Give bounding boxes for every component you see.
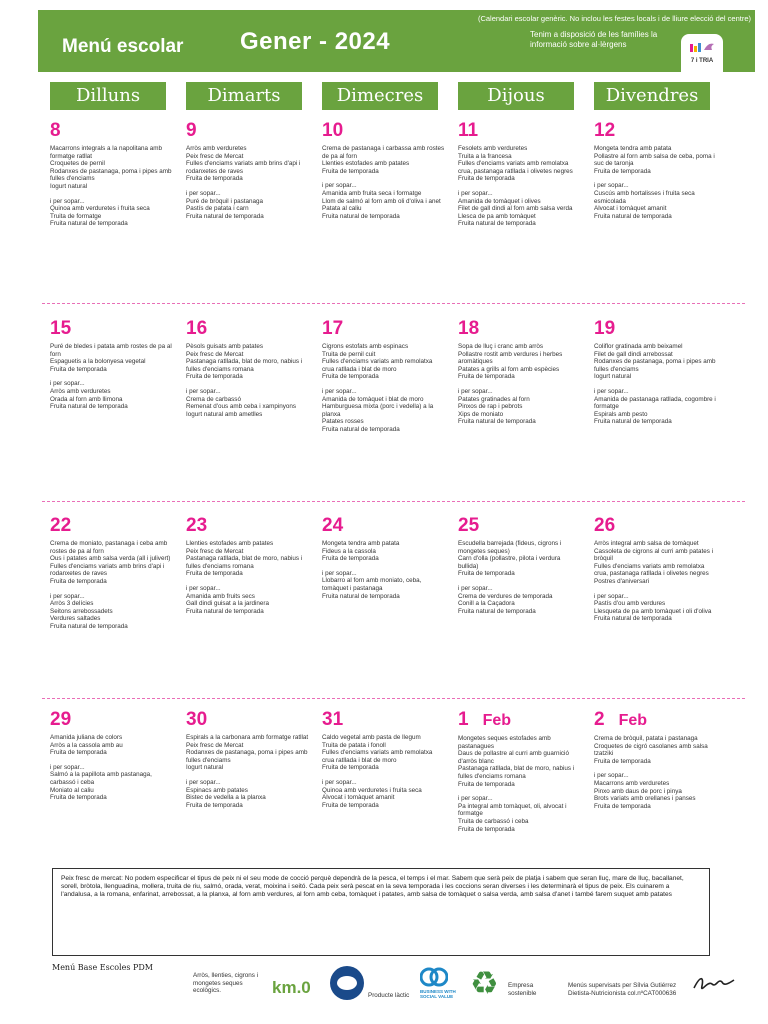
lunch-item: Fruita de temporada	[50, 577, 107, 585]
lunch-item: Filet de gall dindi arrebossat	[594, 350, 673, 358]
dinner-item: Arròs amb verduretes	[50, 387, 111, 395]
lunch-item: Peix fresc de Mercat	[186, 741, 244, 749]
lunch-item: Cassoleta de cigrons al curri amb patates i bròquil	[594, 547, 713, 563]
month-label: Feb	[618, 712, 648, 729]
lunch-item: Fruita de temporada	[186, 373, 243, 381]
lunch-item: Fruita de temporada	[186, 175, 243, 183]
lunch-item: Croquetes de pernil	[50, 160, 105, 168]
dinner-item: Amanida amb fruits secs	[186, 592, 255, 600]
dinner-label: i per sopar...	[322, 569, 357, 577]
day-number	[594, 709, 718, 732]
day-cell	[458, 120, 582, 228]
dinner-item: Verdures saltades	[50, 615, 101, 623]
allergen-info: Tenim a disposició de les famílies la informació sobre al·lèrgens	[530, 30, 658, 49]
lunch-item: Fruita de temporada	[458, 373, 515, 381]
dinner-label: i per sopar...	[50, 197, 85, 205]
dinner-label: i per sopar...	[50, 380, 85, 388]
lunch-item: Fulles d'enciams variats amb brins d'api i rodanxetes de raves	[50, 562, 165, 578]
dinner-item: Espirals amb pesto	[594, 410, 648, 418]
lunch-item: Fruita de temporada	[458, 570, 515, 578]
day-number	[458, 709, 582, 732]
lunch-item: Fruita de temporada	[322, 167, 379, 175]
lunch-item: Carn d'olla (pollastre, pilota i verdura bullida)	[458, 555, 561, 570]
dinner-item: Patates rosses	[322, 418, 364, 426]
day-number	[458, 515, 582, 537]
lunch-item: Fruita de temporada	[594, 757, 651, 765]
dinner-item: Iogurt natural amb ametlles	[186, 410, 263, 418]
dinner-item: Amanida de tomàquet i olives	[458, 197, 541, 205]
lunch-item: Escudella barrejada (fideus, cigrons i mongetes seques)	[458, 540, 562, 555]
lunch-item: Rodanxes de pastanaga, poma i pipes amb fulles d'enciams	[50, 167, 172, 183]
dinner-item: Fruita natural de temporada	[594, 615, 672, 623]
week-separator	[42, 303, 745, 304]
legumes-note: Arròs, llenties, cigrons i mongetes seques ecològics.	[193, 972, 259, 995]
dinner-label: i per sopar...	[50, 592, 85, 600]
dinner-item: Pa integral amb tomàquet, oli, alvocat i formatge	[458, 802, 567, 818]
lunch-item: Peix fresc de Mercat	[186, 350, 244, 358]
day-cell	[458, 318, 582, 426]
day-number	[594, 515, 718, 537]
day-number-value: 30	[186, 709, 208, 730]
dinner-label: i per sopar...	[322, 182, 357, 190]
day-cell	[594, 120, 718, 220]
lunch-item: Iogurt natural	[50, 182, 88, 190]
lunch-item: Puré de bledes i patata amb rostes de pa al forn	[50, 343, 172, 358]
lunch-item: Crema de bròquil, patata i pastanaga	[594, 735, 698, 742]
dinner-item: Quinoa amb verduretes i fruita seca	[50, 205, 150, 213]
lunch-item: Fruita de temporada	[458, 780, 515, 788]
dinner-item: Amanida amb fruita seca i formatge	[322, 189, 422, 197]
day-number	[594, 120, 718, 142]
lunch-item: Crema de pastanaga i carbassa amb rostes de pa al forn	[322, 145, 445, 160]
dinner-item: Amanida de pastanaga ratllada, cogombre i formatge	[594, 395, 716, 411]
lunch-item: Fulles d'enciams variats amb brins d'api i rodanxetes de raves	[186, 160, 301, 175]
lunch-item: Fruita de temporada	[322, 373, 379, 381]
week-separator	[42, 501, 745, 502]
lunch-item: Macarrons integrals a la napolitana amb formatge ratllat	[50, 145, 163, 160]
dinner-item: Fruita de temporada	[322, 801, 379, 809]
dinner-item: Alvocat i tomàquet amanit	[322, 794, 395, 802]
lunch-item: Fruita de temporada	[186, 570, 243, 578]
day-number	[458, 318, 582, 340]
lunch-item: Crema de moniato, pastanaga i ceba amb rostes de pa al forn	[50, 540, 168, 555]
lunch-item: Llenties estofades amb patates	[322, 160, 410, 168]
dinner-item: Fruita natural de temporada	[322, 425, 400, 433]
dinner-item: Fruita de temporada	[594, 802, 651, 810]
day-cell	[458, 709, 582, 833]
lunch-item: Fruita de temporada	[322, 764, 379, 772]
dinner-item: Fruita natural de temporada	[594, 212, 672, 220]
dinner-item: Fruita natural de temporada	[186, 212, 264, 220]
header-banner	[38, 10, 755, 72]
dinner-label: i per sopar...	[186, 778, 221, 786]
day-number	[186, 515, 310, 537]
dinner-item: Patates gratinades al forn	[458, 395, 530, 403]
dinner-label: i per sopar...	[322, 387, 357, 395]
dinner-item: Moniato al caliu	[50, 786, 94, 794]
dinner-item: Truita de formatge	[50, 212, 102, 220]
lunch-item: Iogurt natural	[594, 373, 632, 381]
dinner-item: Fruita natural de temporada	[50, 220, 128, 228]
bird-icon	[688, 40, 716, 54]
dinner-item: Gall dindi guisat a la jardinera	[186, 600, 269, 608]
dinner-item: Amanida de tomàquet i blat de moro	[322, 395, 424, 403]
lunch-item: Sopa de lluç i cranc amb arròs	[458, 343, 544, 350]
day-number-value: 15	[50, 318, 72, 339]
day-number-value: 29	[50, 709, 72, 730]
day-cell	[322, 318, 446, 434]
day-number-value: 23	[186, 515, 208, 536]
day-number-value: 17	[322, 318, 344, 339]
lunch-item: Fulles d'enciams variats amb remolatxa crua ratllada i blat de moro	[322, 749, 433, 764]
day-cell	[186, 120, 310, 220]
sustainable-label: Empresa sostenible	[508, 982, 537, 997]
day-number	[458, 120, 582, 142]
day-number-value: 19	[594, 318, 616, 339]
lunch-item: Fruita de temporada	[458, 175, 515, 183]
day-number-value: 25	[458, 515, 480, 536]
dinner-item: Remenat d'ous amb ceba i xampinyons	[186, 403, 297, 411]
weekday-thursday: Dijous	[458, 82, 574, 110]
day-number-value: 26	[594, 515, 616, 536]
dinner-item: Crema de carbassó	[186, 395, 241, 403]
lunch-item: Fruita de temporada	[594, 167, 651, 175]
supervised-note: Menús supervisats per Sílvia Gutiérrez Dietista-Nutricionista col.nºCAT000636	[568, 982, 677, 997]
day-number-value: 12	[594, 120, 616, 141]
lunch-item: Pastanaga ratllada, blat de moro, nabius i fulles d'enciams romana	[186, 358, 303, 373]
dinner-item: Fruita natural de temporada	[322, 212, 400, 220]
business-label: BUSINESS WITH SOCIAL VALUE	[420, 989, 456, 999]
lunch-item: Peix fresc de Mercat	[186, 547, 244, 555]
dinner-item: Fruita natural de temporada	[458, 418, 536, 426]
signature-icon	[690, 972, 740, 996]
dinner-label: i per sopar...	[458, 189, 493, 197]
week-separator	[42, 698, 745, 699]
day-cell	[186, 709, 310, 809]
day-cell	[322, 709, 446, 809]
dinner-item: Pastís d'ou amb verdures	[594, 600, 666, 608]
dinner-label: i per sopar...	[186, 387, 221, 395]
footer-label: Menú Base Escoles PDM	[52, 963, 153, 972]
lunch-item: Mongetes seques estofades amb pastanagues	[458, 735, 551, 750]
day-number-value: 18	[458, 318, 480, 339]
dinner-item: Arròs 3 delícies	[50, 600, 94, 608]
lunch-item: Pollastre rostit amb verdures i herbes aromàtiques	[458, 350, 563, 366]
lunch-item: Rodanxes de pastanaga, poma i pipes amb fulles d'enciams	[594, 358, 716, 373]
dinner-item: Fruita de temporada	[186, 801, 243, 809]
dinner-item: Puré de bròquil i pastanaga	[186, 197, 264, 205]
dinner-label: i per sopar...	[594, 182, 629, 190]
lunch-item: Rodanxes de pastanaga, poma i pipes amb fulles d'enciams	[186, 749, 308, 764]
dinner-item: Fruita natural de temporada	[50, 403, 128, 411]
day-number	[50, 120, 174, 142]
lunch-item: Mongeta tendra amb patata	[322, 540, 400, 547]
dinner-item: Truita de carbassó i ceba	[458, 817, 529, 825]
lunch-item: Iogurt natural	[186, 764, 224, 772]
day-number-value: 9	[186, 120, 197, 141]
day-number-value: 24	[322, 515, 344, 536]
dinner-item: Salmó a la papillota amb pastanaga, carbassó i ceba	[50, 771, 152, 786]
dinner-item: Hamburguesa mixta (porc i vedella) a la planxa	[322, 403, 434, 418]
day-cell	[322, 120, 446, 220]
lunch-item: Fideus a la cassola	[322, 547, 376, 555]
dinner-item: Patata al caliu	[322, 205, 362, 213]
lunch-item: Amanida juliana de colors	[50, 734, 123, 741]
lunch-item: Arròs a la cassola amb au	[50, 741, 123, 749]
dinner-label: i per sopar...	[186, 189, 221, 197]
day-number	[50, 318, 174, 340]
day-number	[186, 709, 310, 731]
lunch-item: Postres d'aniversari	[594, 577, 650, 585]
dinner-item: Fruita natural de temporada	[594, 418, 672, 426]
lunch-item: Mongeta tendra amb patata	[594, 145, 672, 152]
dinner-item: Fruita natural de temporada	[322, 592, 400, 600]
weekday-monday: Dilluns	[50, 82, 166, 110]
dinner-label: i per sopar...	[594, 592, 629, 600]
lunch-item: Fulles d'enciams variats amb remolatxa crua, pastanaga ratllada i olivetes negres	[594, 562, 709, 578]
lunch-item: Arròs amb verduretes	[186, 145, 247, 152]
dinner-label: i per sopar...	[50, 763, 85, 771]
day-number	[322, 318, 446, 340]
dinner-label: i per sopar...	[594, 387, 629, 395]
fish-note-box	[52, 868, 710, 956]
lunch-item: Peix fresc de Mercat	[186, 152, 244, 160]
badge-label: 7 i TRIA	[690, 58, 714, 64]
dinner-item: Llesqueta de pa amb tomàquet i oli d'oliva	[594, 607, 712, 615]
day-number	[186, 318, 310, 340]
fish-note-text: Peix fresc de mercat: No podem especificar el tipus de peix ni el seu mode de cocció perquè dependrà de la pesca, el temps i el mar. Sabem que serà peix de platja i sabem que seran lluç, mare de lluç, bacallanet, sorell, bròtola, llenguadina, mollera, truita de riu, salmó, orada, verat, moixina i seitó. Cada peix serà pescat en la seva temporada i les coccions seran diverses i les determinarà el tipus de peix. Els cuinarem a l'andalusa, a la romana, enfarinat, arrebossat, a la planxa, al forn amb verdures, al forn amb ceba, tomàquet i patates, amb salsa de tomàquet o salsa verda, amb salsa d'anet i també farem suquet amb patates	[61, 875, 684, 899]
dinner-item: Fruita natural de temporada	[186, 607, 264, 615]
day-cell	[594, 318, 718, 426]
day-cell	[50, 709, 174, 802]
day-number	[50, 709, 174, 731]
dinner-item: Brots variats amb orellanes i panses	[594, 795, 696, 803]
dinner-item: Fruita natural de temporada	[50, 622, 128, 630]
weekday-tuesday: Dimarts	[186, 82, 302, 110]
day-number-value: 8	[50, 120, 61, 141]
page-title: Menú escolar	[62, 36, 184, 57]
dinner-label: i per sopar...	[458, 584, 493, 592]
lunch-item: Arròs integral amb salsa de tomàquet	[594, 540, 699, 547]
lunch-item: Pèsols guisats amb patates	[186, 343, 264, 350]
lunch-item: Coliflor gratinada amb beixamel	[594, 343, 683, 350]
dinner-item: Fruita de temporada	[458, 825, 515, 833]
dinner-item: Cuscús amb hortalisses i fruita seca esmicolada	[594, 189, 695, 205]
dinner-item: Espinacs amb patates	[186, 786, 248, 794]
day-cell	[50, 515, 174, 631]
day-number	[186, 120, 310, 142]
day-number-value: 10	[322, 120, 344, 141]
lunch-item: Llenties estofades amb patates	[186, 540, 274, 547]
dinner-label: i per sopar...	[458, 387, 493, 395]
dinner-item: Fruita de temporada	[50, 794, 107, 802]
cow-icon	[330, 966, 364, 1000]
dinner-item: Xips de moniato	[458, 410, 504, 418]
dinner-item: Orada al forn amb llimona	[50, 395, 123, 403]
day-number-value: 11	[458, 120, 479, 141]
weekday-wednesday: Dimecres	[322, 82, 438, 110]
day-number-value: 31	[322, 709, 344, 730]
day-cell	[322, 515, 446, 600]
day-cell	[186, 515, 310, 615]
day-cell	[458, 515, 582, 615]
day-cell	[50, 318, 174, 411]
lunch-item: Patates a grills al forn amb espècies	[458, 365, 560, 373]
lunch-item: Truita de patata i fonoll	[322, 741, 386, 749]
lunch-item: Pollastre al forn amb salsa de ceba, poma i suc de taronja	[594, 152, 715, 168]
day-number-value: 2	[594, 709, 605, 730]
dinner-label: i per sopar...	[594, 772, 629, 780]
lunch-item: Fesolets amb verduretes	[458, 145, 528, 152]
km0-logo: km.0	[272, 978, 311, 997]
day-number-value: 22	[50, 515, 72, 536]
dinner-item: Fruita natural de temporada	[458, 220, 536, 228]
dinner-item: Llom de salmó al forn amb oli d'oliva i anet	[322, 197, 441, 205]
weekday-friday: Divendres	[594, 82, 710, 110]
lunch-item: Fruita de temporada	[50, 365, 107, 373]
lunch-item: Fruita de temporada	[50, 749, 107, 757]
lunch-item: Truita a la francesa	[458, 152, 512, 160]
day-cell	[594, 515, 718, 623]
business-social-value-icon	[420, 966, 448, 988]
day-number-value: 1	[458, 709, 469, 730]
lunch-item: Fruita de temporada	[322, 555, 379, 563]
dinner-item: Llobarro al forn amb moniato, ceba, tomàquet i pastanaga	[322, 577, 422, 592]
dinner-item: Macarrons amb verduretes	[594, 779, 670, 787]
dairy-label: Producte làctic	[368, 992, 410, 999]
dinner-item: Pinxo amb daus de porc i pinya	[594, 787, 682, 795]
dinner-item: Quinoa amb verduretes i fruita seca	[322, 786, 422, 794]
recycle-icon: ♻	[470, 965, 499, 1001]
dinner-item: Alvocat i tomàquet amanit	[594, 205, 667, 213]
lunch-item: Fulles d'enciams variats amb remolatxa crua, pastanaga ratllada i olivetes negres	[458, 160, 573, 175]
day-number	[322, 515, 446, 537]
day-cell	[50, 120, 174, 228]
dinner-item: Crema de verdures de temporada	[458, 592, 553, 600]
lunch-item: Caldo vegetal amb pasta de llegum	[322, 734, 421, 741]
day-number	[594, 318, 718, 340]
day-number	[322, 120, 446, 142]
dinner-item: Seitons arrebossadets	[50, 607, 113, 615]
dinner-label: i per sopar...	[458, 795, 493, 803]
day-cell	[186, 318, 310, 418]
dinner-item: Fruita natural de temporada	[458, 607, 536, 615]
lunch-item: Truita de pernil cuit	[322, 350, 376, 358]
day-number	[50, 515, 174, 537]
dinner-label: i per sopar...	[186, 584, 221, 592]
lunch-item: Daus de pollastre al curri amb guarnició d'arròs blanc	[458, 750, 569, 765]
lunch-item: Pastanaga ratllada, blat de moro, nabius i fulles d'enciams romana	[186, 555, 303, 570]
day-number	[322, 709, 446, 731]
dinner-item: Filet de gall dindi al forn amb salsa verda	[458, 205, 573, 213]
lunch-item: Espirals a la carbonara amb formatge ratllat	[186, 734, 309, 741]
day-cell	[594, 709, 718, 810]
dinner-label: i per sopar...	[322, 778, 357, 786]
month-title: Gener - 2024	[240, 28, 391, 55]
month-label: Feb	[482, 712, 512, 729]
calendar-note: (Calendari escolar genèric. No inclou les festes locals i de lliure elecció del centre)	[477, 14, 751, 23]
dinner-item: Pinxos de rap i pebrots	[458, 403, 523, 411]
dinner-item: Llesca de pa amb tomàquet	[458, 212, 536, 220]
dinner-item: Pastís de patata i carn	[186, 205, 249, 213]
lunch-item: Cigrons estofats amb espinacs	[322, 343, 409, 350]
lunch-item: Croquetes de cigró casolanes amb salsa tzatziki	[594, 742, 708, 758]
dinner-item: Conill a la Caçadora	[458, 600, 515, 608]
day-number-value: 16	[186, 318, 208, 339]
lunch-item: Ous i patates amb salsa verda (all i julivert)	[50, 555, 171, 563]
lunch-item: Espaguetis a la bolonyesa vegetal	[50, 358, 146, 366]
lunch-item: Fulles d'enciams variats amb remolatxa crua ratllada i blat de moro	[322, 358, 433, 373]
tria-logo	[681, 34, 723, 72]
lunch-item: Pastanaga ratllada, blat de moro, nabius i fulles d'enciams romana	[458, 765, 575, 780]
dinner-item: Bistec de vedella a la planxa	[186, 794, 266, 802]
